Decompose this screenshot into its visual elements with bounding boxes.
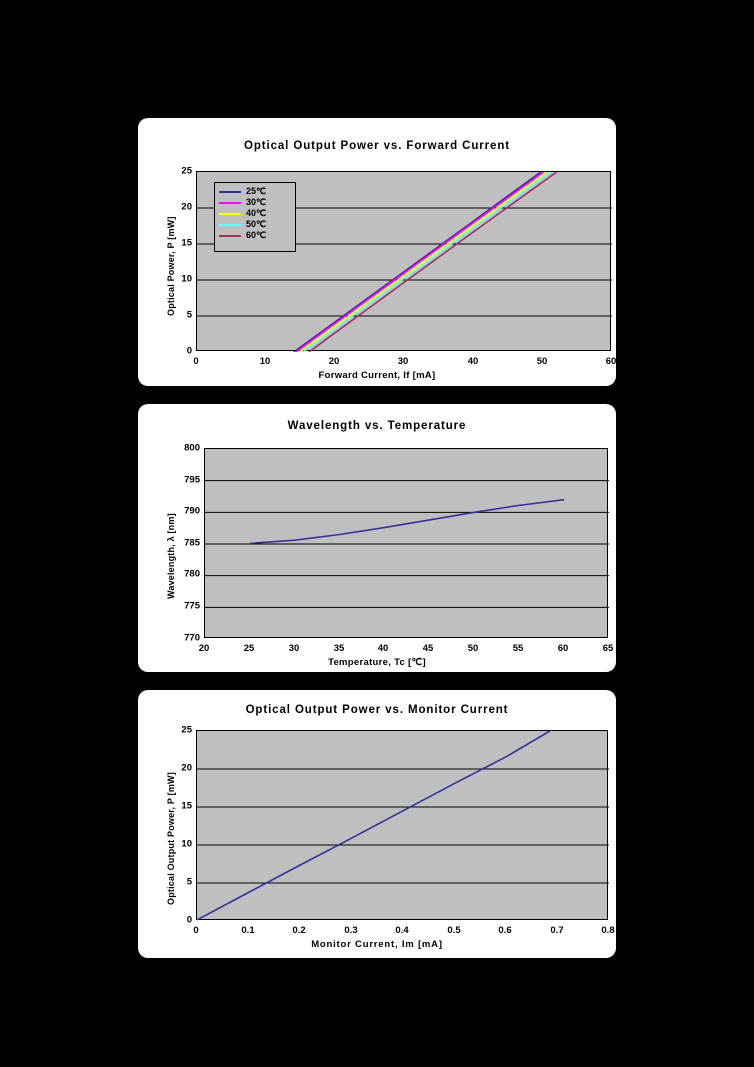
legend-label: 50℃ bbox=[246, 219, 267, 229]
x-tick-label: 0.4 bbox=[395, 925, 409, 936]
x-tick-label: 0.1 bbox=[241, 925, 255, 936]
y-tick-label: 790 bbox=[184, 505, 200, 517]
legend-label: 60℃ bbox=[246, 230, 267, 240]
legend-label: 25℃ bbox=[246, 186, 267, 196]
y-tick-label: 800 bbox=[184, 442, 200, 454]
legend-swatch-icon bbox=[219, 224, 241, 226]
x-axis-label: Forward Current, If [mA] bbox=[318, 370, 436, 381]
x-tick-label: 35 bbox=[333, 643, 345, 654]
plot-lines bbox=[205, 449, 609, 639]
legend-swatch-icon bbox=[219, 235, 241, 237]
x-tick-label: 60 bbox=[557, 643, 569, 654]
legend-item bbox=[219, 208, 290, 219]
chart-panel-optical-power-vs-monitor-current bbox=[138, 690, 616, 958]
y-tick-label: 15 bbox=[181, 800, 192, 812]
x-tick-label: 60 bbox=[605, 356, 617, 367]
y-tick-label: 20 bbox=[181, 762, 192, 774]
x-tick-label: 50 bbox=[536, 356, 548, 367]
x-tick-label: 0.2 bbox=[292, 925, 306, 936]
y-axis-label: Wavelength, λ [nm] bbox=[166, 513, 176, 599]
x-tick-label: 20 bbox=[198, 643, 210, 654]
legend-label: 30℃ bbox=[246, 197, 267, 207]
y-tick-label: 5 bbox=[186, 876, 192, 888]
y-tick-label: 20 bbox=[181, 201, 192, 213]
legend-swatch-icon bbox=[219, 202, 241, 204]
chart-panel-wavelength-vs-temperature bbox=[138, 404, 616, 672]
plot-wrapper bbox=[138, 690, 616, 958]
y-tick-label: 770 bbox=[184, 632, 200, 644]
y-axis-label: Optical Power, P [mW] bbox=[166, 216, 176, 316]
x-tick-label: 40 bbox=[377, 643, 389, 654]
x-tick-label: 0.7 bbox=[550, 925, 564, 936]
plot-wrapper bbox=[138, 118, 616, 386]
chart-title: Optical Output Power vs. Monitor Current bbox=[245, 704, 509, 716]
x-tick-label: 20 bbox=[328, 356, 340, 367]
x-tick-label: 0.6 bbox=[498, 925, 512, 936]
legend-swatch-icon bbox=[219, 213, 241, 215]
x-tick-label: 50 bbox=[467, 643, 479, 654]
x-tick-label: 25 bbox=[243, 643, 255, 654]
x-tick-label: 55 bbox=[512, 643, 524, 654]
x-axis-label: Temperature, Tc [℃] bbox=[328, 657, 426, 668]
y-tick-label: 795 bbox=[184, 474, 200, 486]
x-tick-label: 0.5 bbox=[447, 925, 461, 936]
plot-lines bbox=[197, 731, 609, 921]
legend-swatch-icon bbox=[219, 191, 241, 193]
legend-label: 40℃ bbox=[246, 208, 267, 218]
plot-area bbox=[204, 448, 608, 638]
x-tick-label: 65 bbox=[602, 643, 614, 654]
x-tick-label: 10 bbox=[259, 356, 271, 367]
y-tick-label: 780 bbox=[184, 568, 200, 580]
x-tick-label: 0.3 bbox=[344, 925, 358, 936]
y-tick-label: 0 bbox=[186, 914, 192, 926]
x-tick-label: 45 bbox=[422, 643, 434, 654]
y-tick-label: 25 bbox=[181, 165, 192, 177]
legend-item bbox=[219, 197, 290, 208]
y-tick-label: 10 bbox=[181, 273, 192, 285]
y-axis-label: Optical Output Power, P [mW] bbox=[166, 772, 176, 905]
y-tick-label: 5 bbox=[186, 309, 192, 321]
x-tick-label: 0.8 bbox=[601, 925, 615, 936]
plot-wrapper bbox=[138, 404, 616, 672]
legend-item bbox=[219, 230, 290, 241]
y-tick-label: 10 bbox=[181, 838, 192, 850]
x-axis-label: Monitor Current, Im [mA] bbox=[311, 939, 443, 950]
legend-item bbox=[219, 219, 290, 230]
y-tick-label: 15 bbox=[181, 237, 192, 249]
chart-title: Wavelength vs. Temperature bbox=[287, 420, 467, 432]
x-tick-label: 30 bbox=[397, 356, 409, 367]
x-tick-label: 0 bbox=[193, 356, 199, 367]
y-tick-label: 785 bbox=[184, 537, 200, 549]
y-tick-label: 0 bbox=[186, 345, 192, 357]
x-tick-label: 0 bbox=[193, 925, 199, 936]
plot-area bbox=[196, 730, 608, 920]
x-tick-label: 30 bbox=[288, 643, 300, 654]
chart-title: Optical Output Power vs. Forward Current bbox=[243, 140, 511, 152]
legend bbox=[214, 182, 296, 252]
legend-item bbox=[219, 186, 290, 197]
y-tick-label: 25 bbox=[181, 724, 192, 736]
y-tick-label: 775 bbox=[184, 600, 200, 612]
x-tick-label: 40 bbox=[467, 356, 479, 367]
chart-panel-optical-power-vs-forward-current bbox=[138, 118, 616, 386]
